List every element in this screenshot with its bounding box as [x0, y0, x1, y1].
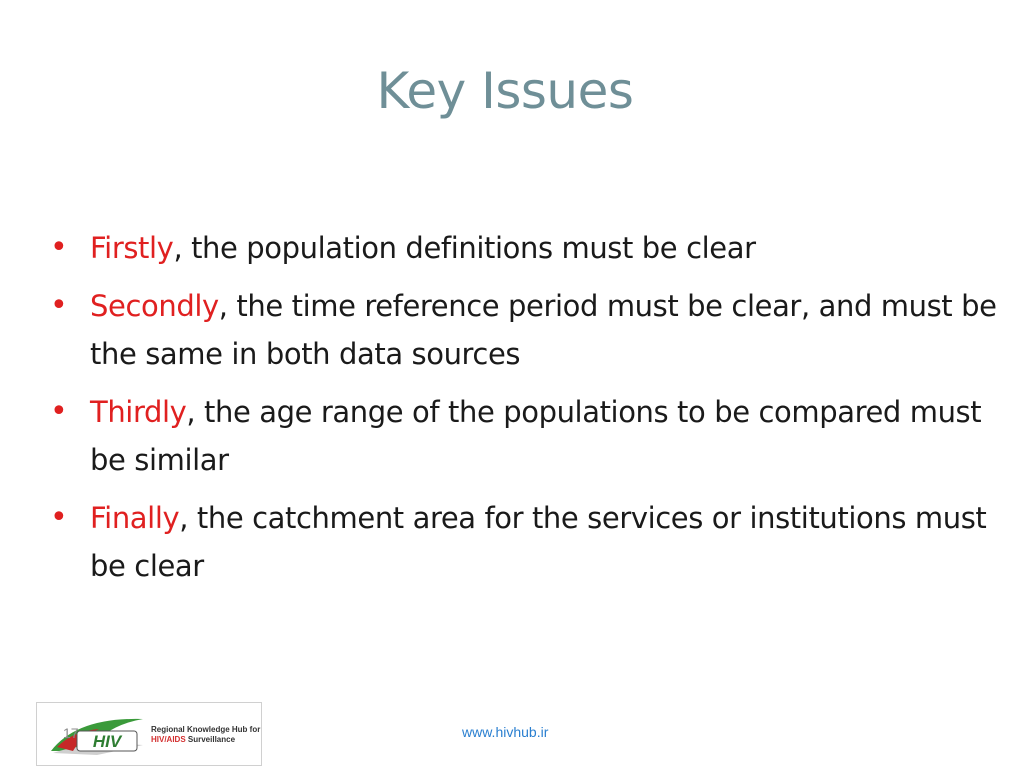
bullet-dot-icon: • — [50, 230, 68, 265]
footer-website-link[interactable]: www.hivhub.ir — [462, 724, 549, 740]
hiv-logo-icon — [47, 711, 147, 759]
bullet-dot-icon: • — [50, 288, 68, 323]
bullet-text: , the population definitions must be clear — [173, 231, 756, 265]
bullet-item-secondly — [50, 282, 1000, 378]
bullet-list — [50, 224, 1000, 600]
bullet-text: , the age range of the populations to be compared must be similar — [90, 395, 982, 477]
logo-brand-text: HIV — [92, 732, 122, 751]
bullet-item-finally — [50, 494, 1000, 590]
bullet-lead-word: Finally — [90, 501, 180, 535]
logo-caption-line1: Regional Knowledge Hub for — [151, 725, 261, 734]
bullet-text: , the catchment area for the services or institutions must be clear — [90, 501, 987, 583]
logo-caption-line2 — [151, 735, 260, 745]
bullet-lead-word: Firstly — [90, 231, 174, 265]
slide-number: 17 — [63, 725, 79, 741]
bullet-item-firstly — [50, 224, 1000, 272]
bullet-text: , the time reference period must be clear, and must be the same in both data sources — [90, 289, 997, 371]
slide-title: Key Issues — [376, 62, 634, 120]
bullet-lead-word: Thirdly — [90, 395, 187, 429]
bullet-item-thirdly — [50, 388, 1000, 484]
logo-caption-rest: Surveillance — [185, 735, 236, 744]
logo-caption-highlight: HIV/AIDS — [151, 735, 186, 744]
bullet-lead-word: Secondly — [90, 289, 219, 323]
logo-caption — [151, 725, 260, 745]
bullet-dot-icon: • — [50, 394, 68, 429]
bullet-dot-icon: • — [50, 500, 68, 535]
